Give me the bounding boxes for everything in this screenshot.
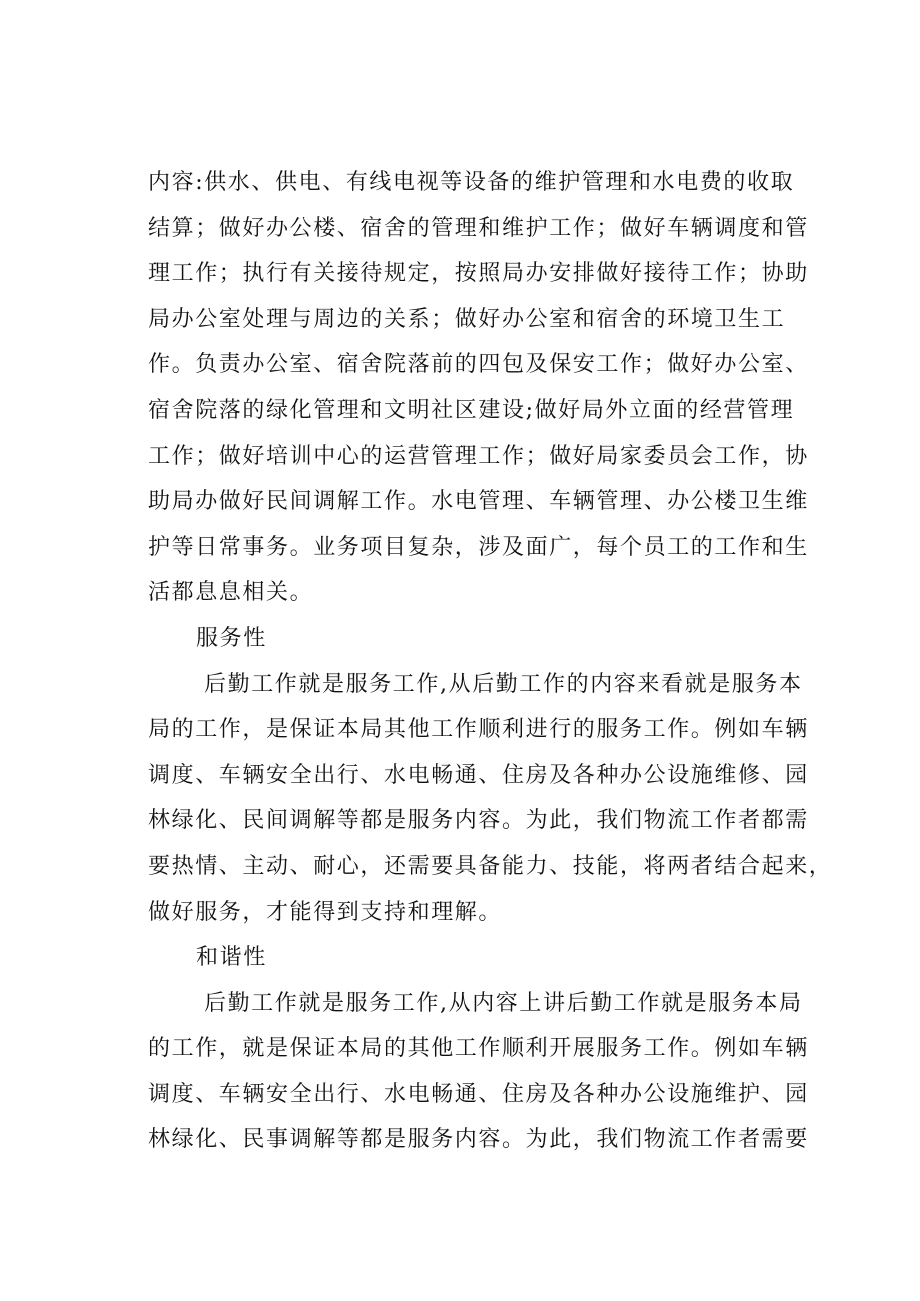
text-line: 活都息息相关。 [148,580,314,606]
text-line: 内容:供水、供电、有线电视等设备的维护管理和水电费的收取 [148,170,795,195]
text-line: 工作；做好培训中心的运营管理工作；做好局家委员会工作，协 [148,443,809,469]
text-line: 后勤工作就是服务工作,从内容上讲后勤工作就是服务本局 [204,990,803,1016]
text-line: 做好服务，才能得到支持和理解。 [148,899,503,925]
text-line: 理工作；执行有关接待规定，按照局办安排做好接待工作；协助 [148,261,809,287]
text-line: 调度、车辆安全出行、水电畅通、住房及各种办公设施维修、园 [148,762,809,788]
text-line: 结算；做好办公楼、宿舍的管理和维护工作；做好车辆调度和管 [148,215,809,241]
document-body [148,160,833,1163]
section-heading: 和谐性 [196,945,267,971]
section-heading: 服务性 [196,625,267,651]
section-harmony [148,935,820,1163]
text-line: 要热情、主动、耐心，还需要具备能力、技能，将两者结合起来， [148,853,833,879]
text-line: 林绿化、民事调解等都是服务内容。为此，我们物流工作者需要 [148,1127,809,1153]
intro-paragraph [148,160,820,616]
text-line: 助局办做好民间调解工作。水电管理、车辆管理、办公楼卫生维 [148,489,809,515]
text-line: 林绿化、民间调解等都是服务内容。为此，我们物流工作者都需 [148,808,809,834]
text-line: 护等日常事务。业务项目复杂，涉及面广，每个员工的工作和生 [148,534,809,560]
text-line: 局办公室处理与周边的关系；做好办公室和宿舍的环境卫生工 [148,306,786,332]
text-line: 的工作，就是保证本局的其他工作顺利开展服务工作。例如车辆 [148,1036,809,1062]
text-line: 后勤工作就是服务工作,从后勤工作的内容来看就是服务本 [204,671,803,697]
section-service [148,616,833,935]
text-line: 宿舍院落的绿化管理和文明社区建设;做好局外立面的经营管理 [148,397,795,423]
text-line: 作。负责办公室、宿舍院落前的四包及保安工作；做好办公室、 [148,352,809,378]
text-line: 调度、车辆安全出行、水电畅通、住房及各种办公设施维护、园 [148,1081,809,1107]
text-line: 局的工作，是保证本局其他工作顺利进行的服务工作。例如车辆 [148,717,809,743]
